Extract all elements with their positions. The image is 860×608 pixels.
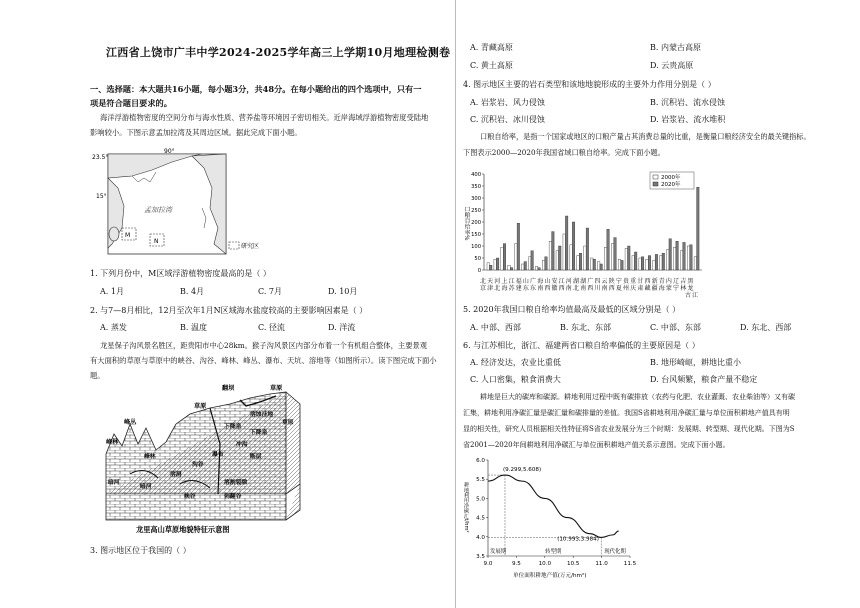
n-region-label: N [154,238,159,245]
exam-title: 江西省上饶市广丰中学2024-2025学年高三上学期10月地理检测卷 [106,46,451,59]
carbon-sink-line-chart [458,452,648,580]
q2-option-b[interactable]: B. 温度 [180,323,207,332]
q4-option-d[interactable]: D. 岩浆岩、流水堆积 [650,115,726,124]
intro3-line2: 下图表示2000—2020年我国省域口粮自给率。完成下面小题。 [463,148,665,157]
bar-ytick-label-1: 50 [474,256,481,262]
sea-label: 孟加拉湾 [144,206,172,214]
q3-option-b[interactable]: B. 内蒙古高原 [650,43,701,52]
bar-2020年-广东 [614,238,616,270]
q1-option-b[interactable]: B. 4月 [180,287,205,296]
question-3: 3. 图示地区位于我国的（ ） [90,546,191,555]
bar-2000年-甘肃 [673,247,675,270]
line-ytick-label-2: 4.5 [476,515,485,522]
intro4-line4: 省2001—2020年间耕地利用净碳汇与单位面积耕地产值关系示意图。完成下面小题。 [463,441,730,449]
bar-2000年-广西 [618,259,620,270]
intro3-line1: 口粮自给率，是指一个国家或地区的口粮产量占其消费总量的比重，是衡量口粮经济安全的最关键指标。 [480,132,811,141]
bar-2000年-贵州 [646,259,648,270]
bar-2000年-云南 [653,260,655,270]
bar-x-labels-3: 古江 [685,292,700,299]
q6-option-b[interactable]: B. 地形崎岖，耕地比重小 [650,358,741,367]
q2-option-a[interactable]: A. 蒸发 [100,323,127,332]
intro4-line2: 汇集，耕地利用净碳汇量是碳汇量和碳排量的差值。我国S省耕地利用净碳汇量与单位面积耕地产值具有明 [463,409,790,417]
bar-2000年-陕西 [666,250,668,270]
line-ylabel: 耕地利用净碳汇t/hm² [463,482,469,533]
label-fanba: 翻坝 [222,385,235,392]
section-heading: 一、选择题：本大题共16小题，每小题3分，共48分。在每小题给出的四个选项中，只有一 [90,84,422,94]
intro2-line1: 龙星保子沟风景名胜区，距贵阳市中心28km。猴子沟风景区内部分布着一个有机组合整体，主要景观 [100,341,428,350]
line-xtick-label-5: 11.5 [623,561,637,567]
line-xtick-label-2: 10.0 [538,561,552,567]
section-heading-cont: 项是符合题目要求的。 [90,98,172,108]
bar-2000年-天津 [494,259,496,270]
bar-2000年-浙江 [556,251,558,270]
line-xtick-label-3: 10.5 [566,561,580,567]
q6-option-d[interactable]: D. 台风频繁，粮食产量不稳定 [650,375,758,384]
bar-2020年-陕西 [669,239,671,270]
q4-option-c[interactable]: C. 沉积岩、冰川侵蚀 [470,115,545,124]
lat-top-label: 23.5° [92,154,109,161]
line-ytick-label-0: 3.5 [476,554,485,560]
legend-2020: 2020年 [661,182,681,188]
q1-option-d[interactable]: D. 10月 [328,287,358,296]
label-grassland-2: 草原 [194,403,207,410]
bar-2000年-新疆 [694,257,696,270]
bar-2020年-黑龙江 [538,268,540,270]
q1-option-a[interactable]: A. 1月 [100,287,124,296]
bar-ylabel: 口粮自给率% [463,206,469,241]
q5-option-a[interactable]: A. 中部、西部 [470,323,521,332]
bar-2020年-广西 [621,260,623,270]
legend-2000: 2000年 [661,175,681,181]
line-xlabel: 单位面积耕地产值(万元/hm²) [513,573,587,579]
bar-2020年-甘肃 [676,241,678,270]
bar-2000年-重庆 [632,256,634,270]
label-underground-river-2: 暗河 [140,484,152,490]
bar-2020年-重庆 [634,252,636,270]
bar-2000年-西藏 [660,256,662,270]
intro4-line3: 显的相关性，研究人员根据相关性特征将S省农业发展分为三个时期：发展期、转型期、现代化期。下图为S [463,425,795,433]
min-point-label: (10.993,3.984) [557,536,599,543]
bar-2020年-青海 [683,242,685,270]
question-2: 2. 与7—8月相比，12月至次年1月N区域海水盐度较高的主要影响因素是（ ） [90,306,368,315]
bar-ytick-label-6: 300 [471,196,481,202]
landform-diagram [100,384,310,534]
bar-2020年-海南 [628,246,630,270]
legend-study-area: 研究区 [241,243,260,250]
label-dissolution-fissure: 溶割裂隙 [224,480,248,486]
label-cave: 溶洞 [170,472,182,478]
bar-2000年-江西 [577,256,579,270]
label-fault: 断层 [250,454,262,460]
line-ytick-label-4: 5.5 [476,477,485,484]
stage-modernization: 现代化期 [604,549,626,555]
grain-self-sufficiency-bar-chart [462,166,707,276]
bar-ytick-label-0: 0 [477,268,481,274]
bar-2020年-新疆 [697,187,699,270]
bar-ytick-label-4: 200 [471,220,481,226]
bar-x-labels-2: 京津北海苏建东东南西徽西南北南西川南西夏州庆肃藏疆海蒙宁林龙 [480,285,695,292]
intro2-line2: 有大面积的草原与草原中的峡谷、沟谷、峰林、峰丛、瀑布、天坑、溶地等（如图所示）。读下图完成下面小 [90,356,437,365]
bar-2000年-山东 [584,246,586,270]
bar-2020年-天津 [496,258,498,270]
bar-2020年-吉林 [531,251,533,270]
bar-ytick-label-8: 400 [471,172,481,178]
bar-2000年-安徽 [563,234,565,270]
bar-2020年-浙江 [559,246,561,270]
label-peak-forest-1: 峰林 [106,439,119,446]
bar-2000年-吉林 [528,257,530,270]
lon-label: 90° [164,148,175,155]
q5-option-d[interactable]: D. 东北、西部 [740,323,792,332]
question-5: 5. 2020年我国口粮自给率均值最高及最低的区域分别是（ ） [463,305,681,314]
bay-of-bengal-map [92,148,262,260]
bar-2000年-宁夏 [687,246,689,270]
q2-option-d[interactable]: D. 洋流 [328,323,356,332]
bar-2020年-山东 [586,228,588,270]
q1-option-c[interactable]: C. 7月 [258,287,283,296]
line-ytick-label-3: 5.0 [476,496,485,503]
q5-option-c[interactable]: C. 中部、东部 [650,323,701,332]
intro1-line2: 影响较小。下图示意孟加拉湾及其周边区域。据此完成下面小题。 [90,128,302,137]
label-grassland-1: 草原 [270,385,283,392]
bar-2000年-辽宁 [522,264,524,270]
line-ytick-label-1: 4.0 [476,534,485,541]
line-xtick-label-4: 11.0 [595,561,608,567]
bar-2020年-福建 [572,222,574,270]
lat-mid-label: 15° [96,193,107,200]
line-xtick-label-1: 9.5 [511,561,521,567]
label-peak-cluster: 峰丛 [124,419,137,426]
bar-2000年-内蒙古 [515,244,517,270]
bar-ytick-label-3: 150 [471,232,481,238]
q2-option-c[interactable]: C. 径流 [258,323,285,332]
q4-option-b[interactable]: B. 沉积岩、流水侵蚀 [650,98,725,107]
intro1-line1: 海洋浮游植物密度的空间分布与海水性质、营养盐等环境因子密切相关。近岸海域浮游植物密度受陆地 [100,113,429,122]
bar-2000年-福建 [570,245,572,270]
stage-development: 发展期 [490,549,507,555]
bar-2000年-江苏 [549,241,551,270]
bar-2000年-广东 [611,244,613,270]
bar-2020年-湖南 [607,229,609,270]
bar-2020年-江西 [579,253,581,270]
bar-2020年-江苏 [552,232,554,270]
bar-2020年-贵州 [648,256,650,270]
bar-2020年-安徽 [565,216,567,270]
bar-2000年-湖南 [604,247,606,270]
q4-option-a[interactable]: A. 岩浆岩、风力侵蚀 [470,98,545,107]
question-1: 1. 下列月份中，M区域浮游植物密度最高的是（ ） [90,269,271,278]
label-gully: 冲沟 [236,442,248,448]
bar-2000年-黑龙江 [535,266,537,270]
bar-2020年-河南 [593,259,595,270]
carbon-sink-curve [488,475,619,537]
bar-2000年-湖北 [597,262,599,270]
label-grassland-3: 草原 [282,420,294,426]
label-spring-1: 下降泉 [224,424,242,430]
bar-2020年-河北 [503,244,505,270]
bar-2000年-上海 [542,260,544,270]
question-6: 6. 与江苏相比，浙江、福建两省口粮自给率偏低的主要原因是（ ） [463,341,700,350]
label-canyon-1: 刺翻谷 [224,494,242,500]
stage-transition: 转型期 [545,549,562,555]
bar-2020年-西藏 [662,253,664,270]
bar-2000年-河北 [501,247,503,270]
line-xtick-label-0: 9.0 [483,561,493,567]
intro2-line3: 题。 [90,371,105,380]
q5-option-b[interactable]: B. 东北、东部 [560,323,611,332]
label-peak-forest-2: 峰林 [144,454,156,460]
label-karst-depression: 溶蚀洼地 [250,412,274,418]
column-divider [455,0,456,608]
label-waterfall: 瀑布 [212,452,224,458]
label-spring-2: 下降泉 [250,430,268,436]
bar-2020年-上海 [545,257,547,270]
bar-2000年-四川 [639,258,641,270]
bar-2020年-湖北 [600,264,602,270]
bar-2000年-河南 [591,258,593,270]
bar-2020年-云南 [655,254,657,270]
bar-x-labels-1: 北天河上江福山广海山安江河湖湖广四云陕宁贵重甘西新青内辽吉黑 [480,278,695,285]
q3-option-c[interactable]: C. 黄土高原 [470,61,513,70]
legend-2020-swatch [653,182,658,186]
bar-2000年-青海 [680,251,682,270]
bar-2020年-北京 [489,265,491,270]
label-canyon-2: 峡谷 [184,494,196,500]
bar-ytick-label-5: 250 [471,208,481,214]
label-valley: 沟谷 [192,462,204,468]
bar-2020年-山西 [510,268,512,270]
bar-2020年-宁夏 [690,245,692,270]
intro4-line1: 耕地是巨大的碳库和碳源。耕地利用过程中既有碳排放（农药与化肥、农业灌溉、农业柴油等）又有碳 [480,393,795,401]
bar-ytick-label-7: 350 [471,184,481,190]
bar-2020年-内蒙古 [517,223,519,270]
bar-2020年-四川 [641,257,643,270]
line-ytick-label-5: 6.0 [476,458,485,464]
q6-option-c[interactable]: C. 人口密集，粮食消费大 [470,375,561,384]
bar-2020年-辽宁 [524,262,526,270]
label-underground-river-1: 暗河 [108,480,120,486]
q6-option-a[interactable]: A. 经济发达，农业比重低 [470,358,561,367]
question-4: 4. 图示地区主要的岩石类型和该地地貌形成的主要外力作用分别是（ ） [463,80,716,89]
m-region-label: M [125,232,131,239]
legend-2000-swatch [653,175,658,179]
bar-2000年-北京 [487,263,489,270]
bar-2000年-海南 [625,248,627,270]
bar-2000年-山西 [508,265,510,270]
bar-ytick-label-2: 100 [471,244,481,250]
diagram-caption: 龙里高山草原地貌特征示意图 [136,525,230,534]
q3-option-d[interactable]: D. 云贵高原 [650,61,694,70]
q3-option-a[interactable]: A. 青藏高原 [470,43,513,52]
max-point-label: (9.299,5.608) [502,467,542,474]
